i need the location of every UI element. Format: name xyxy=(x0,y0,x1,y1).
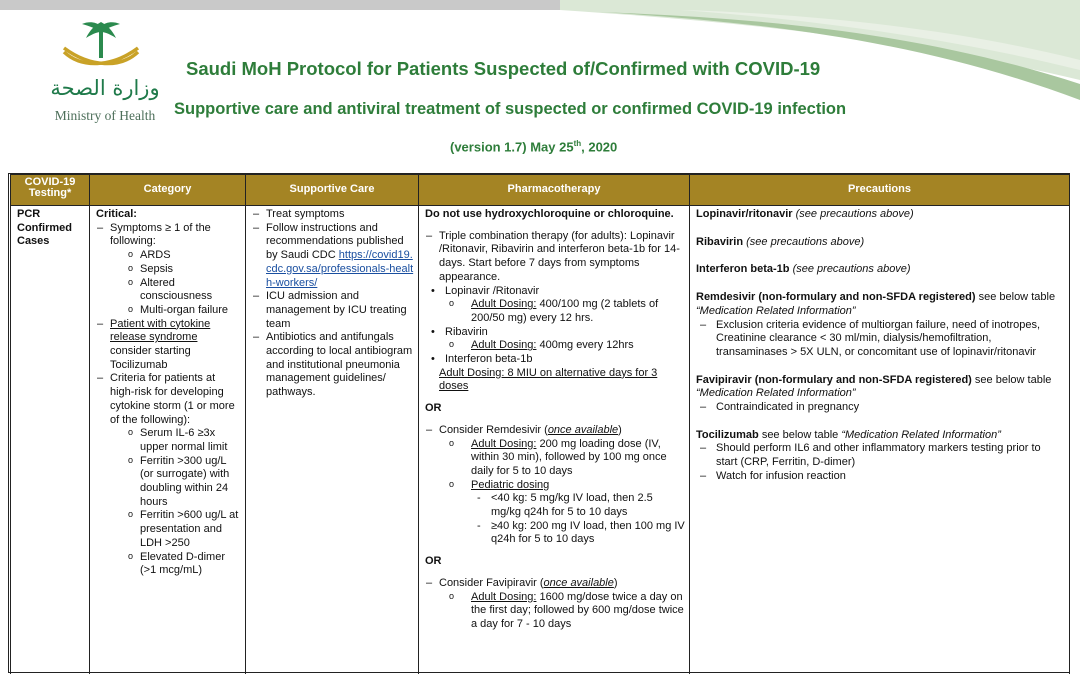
cell-precautions xyxy=(690,206,1070,675)
mri-ref: “Medication Related Information” xyxy=(696,304,856,317)
cell-category xyxy=(90,206,246,675)
adult-dosing-label: Adult Dosing: xyxy=(471,298,537,311)
list-item: o Serum IL-6 ≥3x upper normal limit xyxy=(110,427,241,454)
category-heading: Critical: xyxy=(96,208,137,220)
adult-dosing-label: Adult Dosing: xyxy=(471,339,537,352)
rbv-dose: 400mg every 12hrs xyxy=(539,339,634,352)
list-item: – Contraindicated in pregnancy xyxy=(696,401,1065,415)
adult-dosing-label: Adult Dosing: xyxy=(471,590,537,603)
hcq-warning: Do not use hydroxychloroquine or chloroquine. xyxy=(425,208,674,220)
list-item: – Should perform IL6 and other inflammatory markers testing prior to start (CRP, Ferritin, D-dimer) xyxy=(696,442,1065,469)
list-item xyxy=(252,222,414,291)
list-item: - <40 kg: 5 mg/kg IV load, then 2.5 mg/kg q24h for 5 to 10 days xyxy=(425,492,685,519)
list-item: o Ferritin >600 ug/L at presentation and LDH >250 xyxy=(110,509,241,550)
col-header-category: Category xyxy=(90,175,246,206)
see-above: (see precautions above) xyxy=(795,208,914,220)
list-item: – Triple combination therapy (for adults): Lopinavir /Ritonavir, Ribavirin and interferon beta-1b for 14-days. Start before 7 days from symptoms appearance. xyxy=(425,230,685,285)
list-item xyxy=(425,438,685,479)
ifn-dose: Adult Dosing: 8 MIU on alternative days for 3 doses xyxy=(439,366,658,393)
list-item: o Altered consciousness xyxy=(110,277,241,304)
precaution-lpv xyxy=(696,208,1065,222)
cell-testing: PCR Confirmed Cases xyxy=(11,206,90,675)
or-separator: OR xyxy=(425,402,442,415)
precaution-tocilizumab xyxy=(696,429,1065,443)
criteria-text: Criteria for patients at high-risk for developing cytokine storm (1 or more of the following): xyxy=(110,372,235,426)
list-item xyxy=(425,591,685,632)
list-item xyxy=(425,577,685,591)
list-item xyxy=(425,424,685,438)
rbv-label: Ribavirin xyxy=(696,235,744,248)
table-header-row xyxy=(11,175,1070,206)
favipiravir-suffix: ) xyxy=(613,576,618,589)
crs-text: consider starting Tocilizumab xyxy=(110,345,191,371)
list-item: • Interferon beta-1b xyxy=(425,353,685,367)
list-item: • Lopinavir /Ritonavir xyxy=(425,285,685,299)
list-item: – Treat symptoms xyxy=(252,208,414,222)
table-word: table xyxy=(1031,291,1056,304)
list-item: – Antibiotics and antifungals according to local antibiogram and institutional pneumonia management guidelines/ pathways. xyxy=(252,331,414,400)
lpv-label: Lopinavir/ritonavir xyxy=(696,208,793,220)
symptoms-text: Symptoms ≥ 1 of the following: xyxy=(110,221,211,248)
list-item xyxy=(425,298,685,325)
see-above: (see precautions above) xyxy=(792,263,911,276)
table-row xyxy=(11,206,1070,675)
once-available: once available xyxy=(547,423,619,436)
list-item xyxy=(96,222,241,318)
mri-ref: “Medication Related Information” xyxy=(696,387,856,400)
col-header-testing: COVID-19 Testing* xyxy=(11,175,90,206)
list-item: – Exclusion criteria evidence of multiorgan failure, need of inotropes, Creatinine clearance < 30 ml/min, dialysis/hemofiltration, transaminases > 5X ULN, or concomitant use of lopinavir/ritonavir xyxy=(696,319,1065,360)
list-item: o Multi-organ failure xyxy=(110,304,241,318)
precaution-ribavirin xyxy=(696,236,1065,250)
ifn-label: Interferon beta-1b xyxy=(696,263,790,276)
decorative-swoosh xyxy=(560,0,1080,110)
toci-see: see below table xyxy=(761,428,839,441)
version-line xyxy=(450,139,617,154)
remdesivir-prefix: Consider Remdesivir ( xyxy=(439,423,548,436)
col-header-pharmacotherapy: Pharmacotherapy xyxy=(419,175,690,206)
precaution-interferon xyxy=(696,263,1065,277)
category-list xyxy=(96,222,241,578)
favipiravir-dose: 1600 mg/dose twice a day on the first day; followed by 600 mg/dose twice a day for 7 - 10 days xyxy=(471,590,684,630)
list-item: o Sepsis xyxy=(110,263,241,277)
table-word: table xyxy=(1027,373,1052,386)
version-sup: th xyxy=(573,139,582,148)
favi-label: Favipiravir (non-formulary and non-SFDA registered) xyxy=(696,373,972,386)
adult-dosing-label: Adult Dosing: xyxy=(471,437,537,450)
cell-pharmacotherapy xyxy=(419,206,690,675)
col-header-precautions: Precautions xyxy=(690,175,1070,206)
list-item: • Ribavirin xyxy=(425,326,685,340)
cdc-link[interactable]: https://covid19.cdc.gov.sa/professionals-health-workers/ xyxy=(266,249,414,289)
protocol-table xyxy=(10,174,1070,674)
palm-swords-icon xyxy=(56,18,146,76)
follow-text: Follow instructions and recommendations published by Saudi CDC xyxy=(266,221,404,262)
list-item: o ARDS xyxy=(110,249,241,263)
or-separator: OR xyxy=(425,555,442,568)
list-item: o Elevated D-dimer (>1 mcg/mL) xyxy=(110,551,241,578)
remdesivir-dose: 200 mg loading dose (IV, within 30 min), followed by 100 mg once daily for 5 to 10 days xyxy=(471,437,667,477)
toci-label: Tocilizumab xyxy=(696,428,759,441)
mri-ref: “Medication Related Information” xyxy=(841,428,1001,441)
list-item xyxy=(96,372,241,578)
see-above: (see precautions above) xyxy=(746,235,865,248)
cell-supportive-care xyxy=(246,206,419,675)
once-available: once available xyxy=(543,576,614,589)
version-prefix: (version 1.7) May 25 xyxy=(450,139,574,155)
precaution-favipiravir xyxy=(696,374,1065,401)
list-item: o Ferritin >300 ug/L (or surrogate) with doubling within 24 hours xyxy=(110,455,241,510)
page-title: Saudi MoH Protocol for Patients Suspected of/Confirmed with COVID-19 xyxy=(186,58,821,79)
see-below: see below xyxy=(978,291,1029,304)
list-item: – ICU admission and management by ICU treating team xyxy=(252,290,414,331)
see-below: see below xyxy=(974,373,1025,386)
list-item xyxy=(96,318,241,373)
remdesivir-suffix: ) xyxy=(618,423,622,436)
pharmacotherapy-list xyxy=(425,230,685,394)
page-subtitle: Supportive care and antiviral treatment of suspected or confirmed COVID-19 infection xyxy=(174,100,847,118)
precaution-remdesivir xyxy=(696,291,1065,318)
logo-arabic-text: وزارة الصحة xyxy=(50,76,160,100)
list-item: – Watch for infusion reaction xyxy=(696,470,1065,484)
lpv-dose: 400/100 mg (2 tablets of 200/50 mg) every 12 hrs. xyxy=(471,298,659,324)
favipiravir-prefix: Consider Favipiravir ( xyxy=(439,576,544,589)
moh-logo xyxy=(36,18,166,123)
crs-link[interactable]: Patient with cytokine release syndrome xyxy=(110,317,211,344)
version-suffix: , 2020 xyxy=(581,139,618,155)
list-item xyxy=(425,339,685,353)
list-item: - ≥40 kg: 200 mg IV load, then 100 mg IV q24h for 5 to 10 days xyxy=(425,520,685,547)
supportive-list xyxy=(252,208,414,400)
rem-label: Remdesivir (non-formulary and non-SFDA registered) xyxy=(696,291,976,304)
logo-english-text: Ministry of Health xyxy=(54,108,156,123)
list-item: o Pediatric dosing xyxy=(425,479,685,493)
col-header-supportive-care: Supportive Care xyxy=(246,175,419,206)
